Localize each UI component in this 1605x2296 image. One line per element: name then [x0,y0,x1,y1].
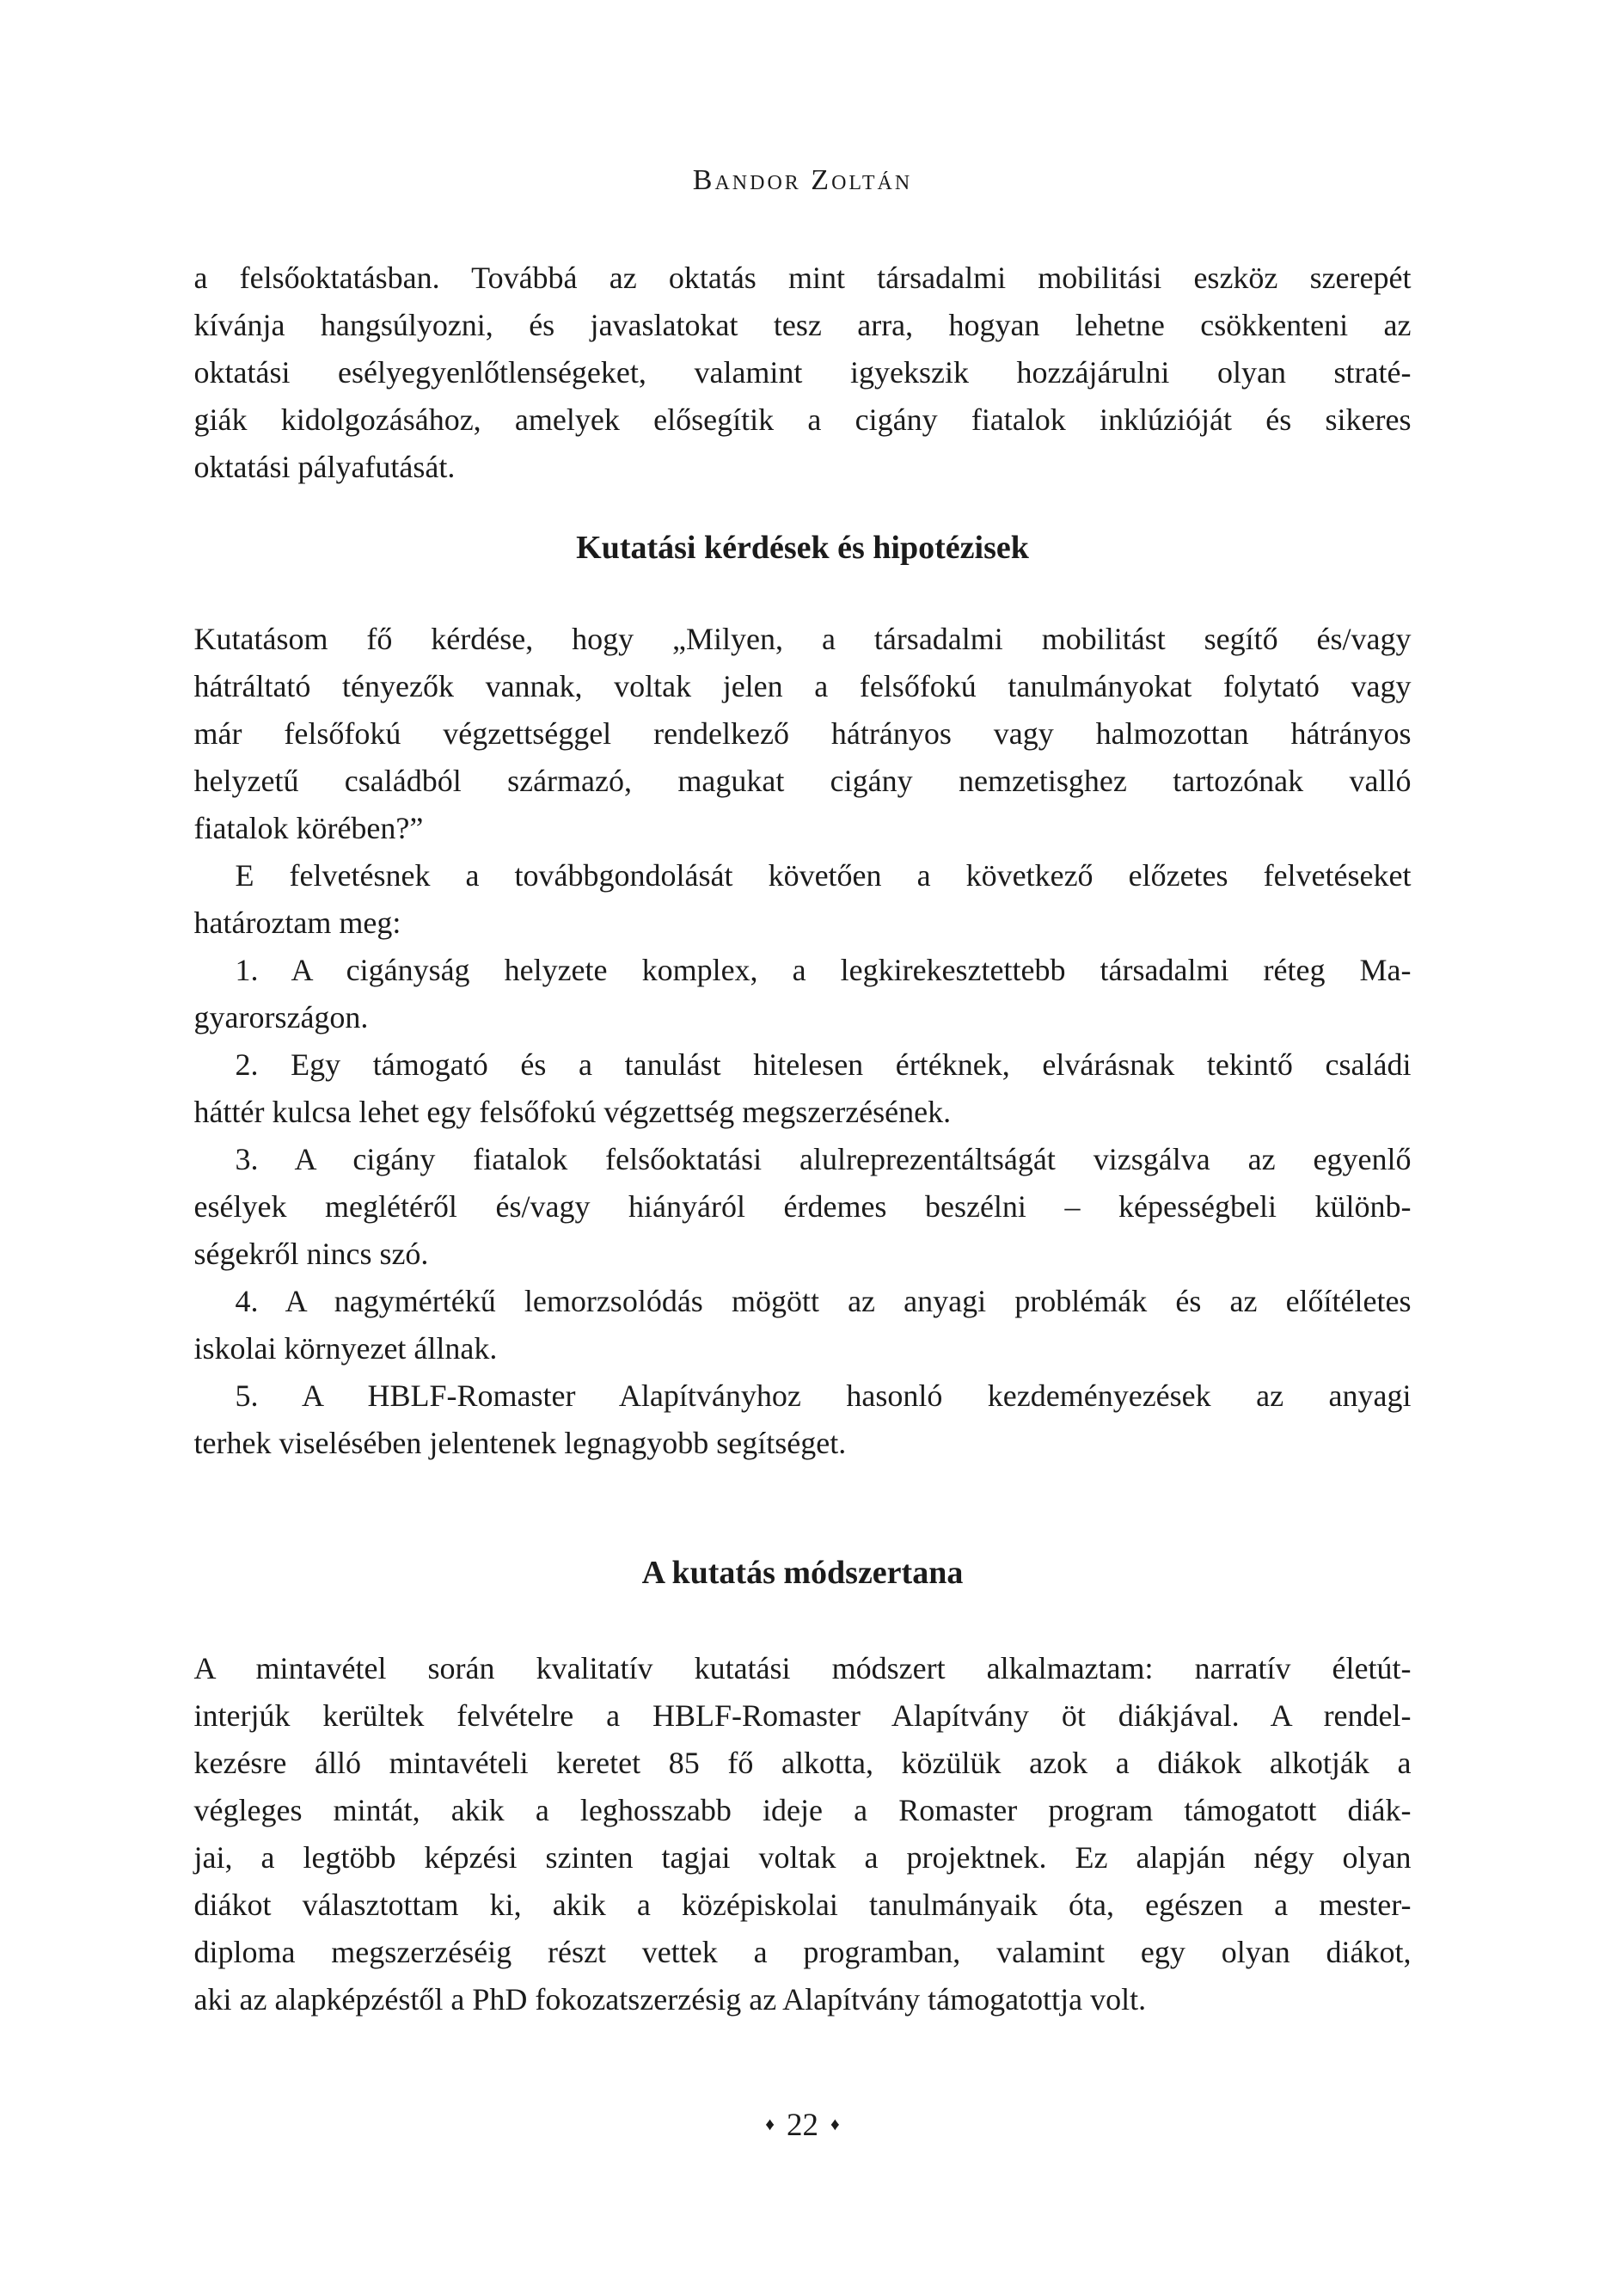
questions-and-hypotheses-block [194,616,1412,1467]
text-line: végleges mintát, akik a leghosszabb ideje a Romaster program támogatott diák- [193,1793,1412,1827]
text-line: E felvetésnek a továbbgondolását követően a következő előzetes felvetéseket [235,858,1412,893]
text-line: aki az alapképzéstől a PhD fokozatszerzésig az Alapítvány támogatottja volt. [193,1982,1147,2017]
research-question-paragraph [194,616,1412,852]
text-line: esélyek meglétéről és/vagy hiányáról érdemes beszélni – képességbeli különb- [193,1189,1412,1224]
hypotheses-intro-paragraph [194,852,1412,947]
text-line: oktatási esélyegyenlőtlenségeket, valamint igyekszik hozzájárulni olyan straté- [193,355,1412,390]
methodology-paragraph [194,1645,1412,2023]
hypothesis-item-5 [194,1372,1412,1467]
text-line: határoztam meg: [193,906,401,940]
text-line: Kutatásom fő kérdése, hogy „Milyen, a társadalmi mobilitást segítő és/vagy [193,622,1412,656]
text-line: oktatási pályafutását. [193,450,456,484]
text-line: 1. A cigányság helyzete komplex, a legkirekesztettebb társadalmi réteg Ma- [235,953,1412,987]
section-heading-methodology: A kutatás módszertana [641,1555,964,1591]
text-line: diploma megszerzéséig részt vettek a programban, valamint egy olyan diákot, [193,1935,1412,1969]
hypothesis-item-2 [194,1041,1412,1136]
text-line: terhek viselésében jelentenek legnagyobb segítséget. [193,1426,847,1460]
hypothesis-item-1 [194,947,1412,1041]
text-line: A mintavétel során kvalitatív kutatási módszert alkalmaztam: narratív életút- [193,1651,1412,1685]
hypothesis-item-3 [194,1136,1412,1278]
hypothesis-item-4 [194,1278,1412,1372]
text-line: giák kidolgozásához, amelyek elősegítik a cigány fiatalok inklúzióját és sikeres [193,402,1412,437]
text-line: 4. A nagymértékű lemorzsolódás mögött az anyagi problémák és az előítéletes [235,1284,1412,1318]
text-line: interjúk kerültek felvételre a HBLF-Romaster Alapítvány öt diákjával. A rendel- [193,1698,1412,1733]
page-content [194,163,1412,2149]
intro-paragraph [194,255,1412,491]
text-line: ségekről nincs szó. [193,1237,429,1271]
text-line: kívánja hangsúlyozni, és javaslatokat tesz arra, hogyan lehetne csökkenteni az [193,308,1412,342]
page-number: 22 [787,2108,818,2143]
text-line: háttér kulcsa lehet egy felsőfokú végzettség megszerzésének. [193,1095,952,1129]
text-line: fiatalok körében?” [193,811,424,845]
text-line: már felsőfokú végzettséggel rendelkező hátrányos vagy halmozottan hátrányos [193,716,1412,751]
text-line: diákot választottam ki, akik a középiskolai tanulmányaik óta, egészen a mester- [193,1888,1412,1922]
text-line: jai, a legtöbb képzési szinten tagjai voltak a projektnek. Ez alapján négy olyan [193,1840,1412,1875]
text-line: 3. A cigány fiatalok felsőoktatási alulreprezentáltságát vizsgálva az egyenlő [235,1142,1412,1176]
text-line: a felsőoktatásban. Továbbá az oktatás mint társadalmi mobilitási eszköz szerepét [193,261,1412,295]
text-line: hátráltató tényezők vannak, voltak jelen a felsőfokú tanulmányokat folytató vagy [193,669,1412,703]
text-line: iskolai környezet állnak. [193,1331,498,1366]
text-line: gyarországon. [193,1000,369,1034]
text-line: 2. Egy támogató és a tanulást hitelesen értéknek, elvárásnak tekintő családi [235,1047,1412,1082]
text-line: 5. A HBLF-Romaster Alapítványhoz hasonló kezdeményezések az anyagi [235,1378,1412,1413]
page-number-block [194,2101,1412,2149]
text-line: kezésre álló mintavételi keretet 85 fő alkotta, közülük azok a diákok alkotják a [193,1746,1412,1780]
running-header: Bandor Zoltán [692,164,913,196]
page-number-ornament-left: ♦ [765,2114,775,2134]
page-number-ornament-right: ♦ [830,2114,840,2134]
text-line: helyzetű családból származó, magukat cigány nemzetisghez tartozónak valló [193,764,1412,798]
section-heading-research-questions: Kutatási kérdések és hipotézisek [576,530,1029,566]
